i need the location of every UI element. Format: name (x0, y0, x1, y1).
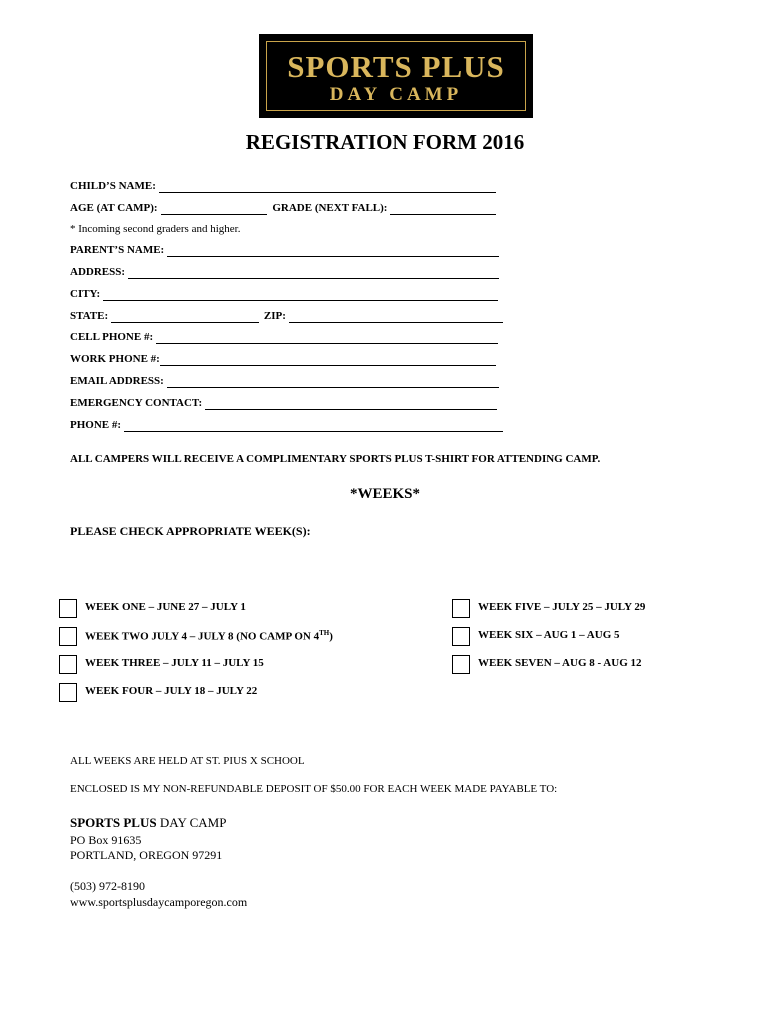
work-phone-row (70, 352, 496, 366)
cell-phone-row (70, 330, 498, 344)
grade-note: * Incoming second graders and higher. (70, 223, 241, 235)
age-grade-row (70, 201, 496, 215)
cell-phone-label: CELL PHONE #: (70, 331, 154, 343)
contact-phone: (503) 972-8190 (70, 879, 145, 893)
child-name-label: CHILD’S NAME: (70, 180, 156, 192)
week-one-checkbox[interactable] (59, 599, 77, 618)
email-field[interactable] (167, 376, 499, 388)
phone-field[interactable] (124, 420, 503, 432)
city-label: CITY: (70, 288, 101, 300)
city-line: PORTLAND, OREGON 97291 (70, 848, 223, 862)
state-field[interactable] (111, 311, 259, 323)
week-three-label: WEEK THREE – JULY 11 – JULY 15 (85, 657, 264, 669)
location-note: ALL WEEKS ARE HELD AT ST. PIUS X SCHOOL (70, 755, 305, 767)
week-two-text: WEEK TWO JULY 4 – JULY 8 (NO CAMP ON 4 (85, 630, 320, 643)
week-two-checkbox[interactable] (59, 627, 77, 646)
week-two-superscript: TH (319, 629, 330, 637)
camp-logo (259, 34, 533, 118)
week-seven-checkbox[interactable] (452, 655, 470, 674)
week-seven-label: WEEK SEVEN – AUG 8 - AUG 12 (478, 657, 642, 669)
age-field[interactable] (161, 203, 267, 215)
form-title: REGISTRATION FORM 2016 (245, 130, 525, 154)
parent-name-field[interactable] (167, 245, 499, 257)
week-five-label: WEEK FIVE – JULY 25 – JULY 29 (478, 601, 646, 613)
logo-frame (266, 41, 526, 111)
payee-name-rest: DAY CAMP (156, 815, 227, 830)
check-weeks-instruction: PLEASE CHECK APPROPRIATE WEEK(S): (70, 524, 311, 538)
emergency-label: EMERGENCY CONTACT: (70, 397, 203, 409)
age-label: AGE (AT CAMP): (70, 202, 158, 214)
week-six-label: WEEK SIX – AUG 1 – AUG 5 (478, 629, 620, 641)
week-two-close: ) (329, 630, 333, 643)
week-four-label: WEEK FOUR – JULY 18 – JULY 22 (85, 685, 258, 697)
email-row (70, 374, 499, 388)
child-name-row (70, 179, 496, 193)
state-label: STATE: (70, 310, 109, 322)
city-row (70, 287, 498, 301)
cell-phone-field[interactable] (156, 332, 498, 344)
website: www.sportsplusdaycamporegon.com (70, 895, 248, 909)
tshirt-notice: ALL CAMPERS WILL RECEIVE A COMPLIMENTARY SPORTS PLUS T-SHIRT FOR ATTENDING CAMP. (70, 453, 601, 465)
email-label: EMAIL ADDRESS: (70, 375, 164, 387)
logo-title: SPORTS PLUS (287, 49, 505, 84)
logo-subtitle: DAY CAMP (329, 84, 463, 105)
emergency-field[interactable] (205, 398, 497, 410)
zip-label: ZIP: (263, 310, 286, 322)
weeks-heading: *WEEKS* (349, 486, 421, 502)
work-phone-field[interactable] (160, 354, 496, 366)
child-name-field[interactable] (159, 181, 496, 193)
week-four-checkbox[interactable] (59, 683, 77, 702)
grade-field[interactable] (390, 203, 496, 215)
phone-label: PHONE #: (70, 419, 122, 431)
phone-row (70, 418, 503, 432)
parent-name-label: PARENT’S NAME: (70, 244, 165, 256)
grade-label: GRADE (NEXT FALL): (272, 202, 388, 214)
week-two-label (85, 629, 333, 643)
week-three-checkbox[interactable] (59, 655, 77, 674)
address-row (70, 265, 499, 279)
parent-name-row (70, 243, 499, 257)
po-box: PO Box 91635 (70, 833, 142, 847)
week-five-checkbox[interactable] (452, 599, 470, 618)
zip-field[interactable] (289, 311, 503, 323)
city-field[interactable] (103, 289, 498, 301)
deposit-note: ENCLOSED IS MY NON-REFUNDABLE DEPOSIT OF $50.00 FOR EACH WEEK MADE PAYABLE TO: (70, 783, 558, 795)
payee-name (70, 815, 226, 831)
week-one-label: WEEK ONE – JUNE 27 – JULY 1 (85, 601, 246, 613)
payee-name-bold: SPORTS PLUS (70, 815, 157, 830)
emergency-row (70, 396, 497, 410)
state-zip-row (70, 309, 503, 323)
work-phone-label: WORK PHONE #: (70, 353, 160, 365)
week-six-checkbox[interactable] (452, 627, 470, 646)
address-label: ADDRESS: (70, 266, 126, 278)
address-field[interactable] (128, 267, 499, 279)
